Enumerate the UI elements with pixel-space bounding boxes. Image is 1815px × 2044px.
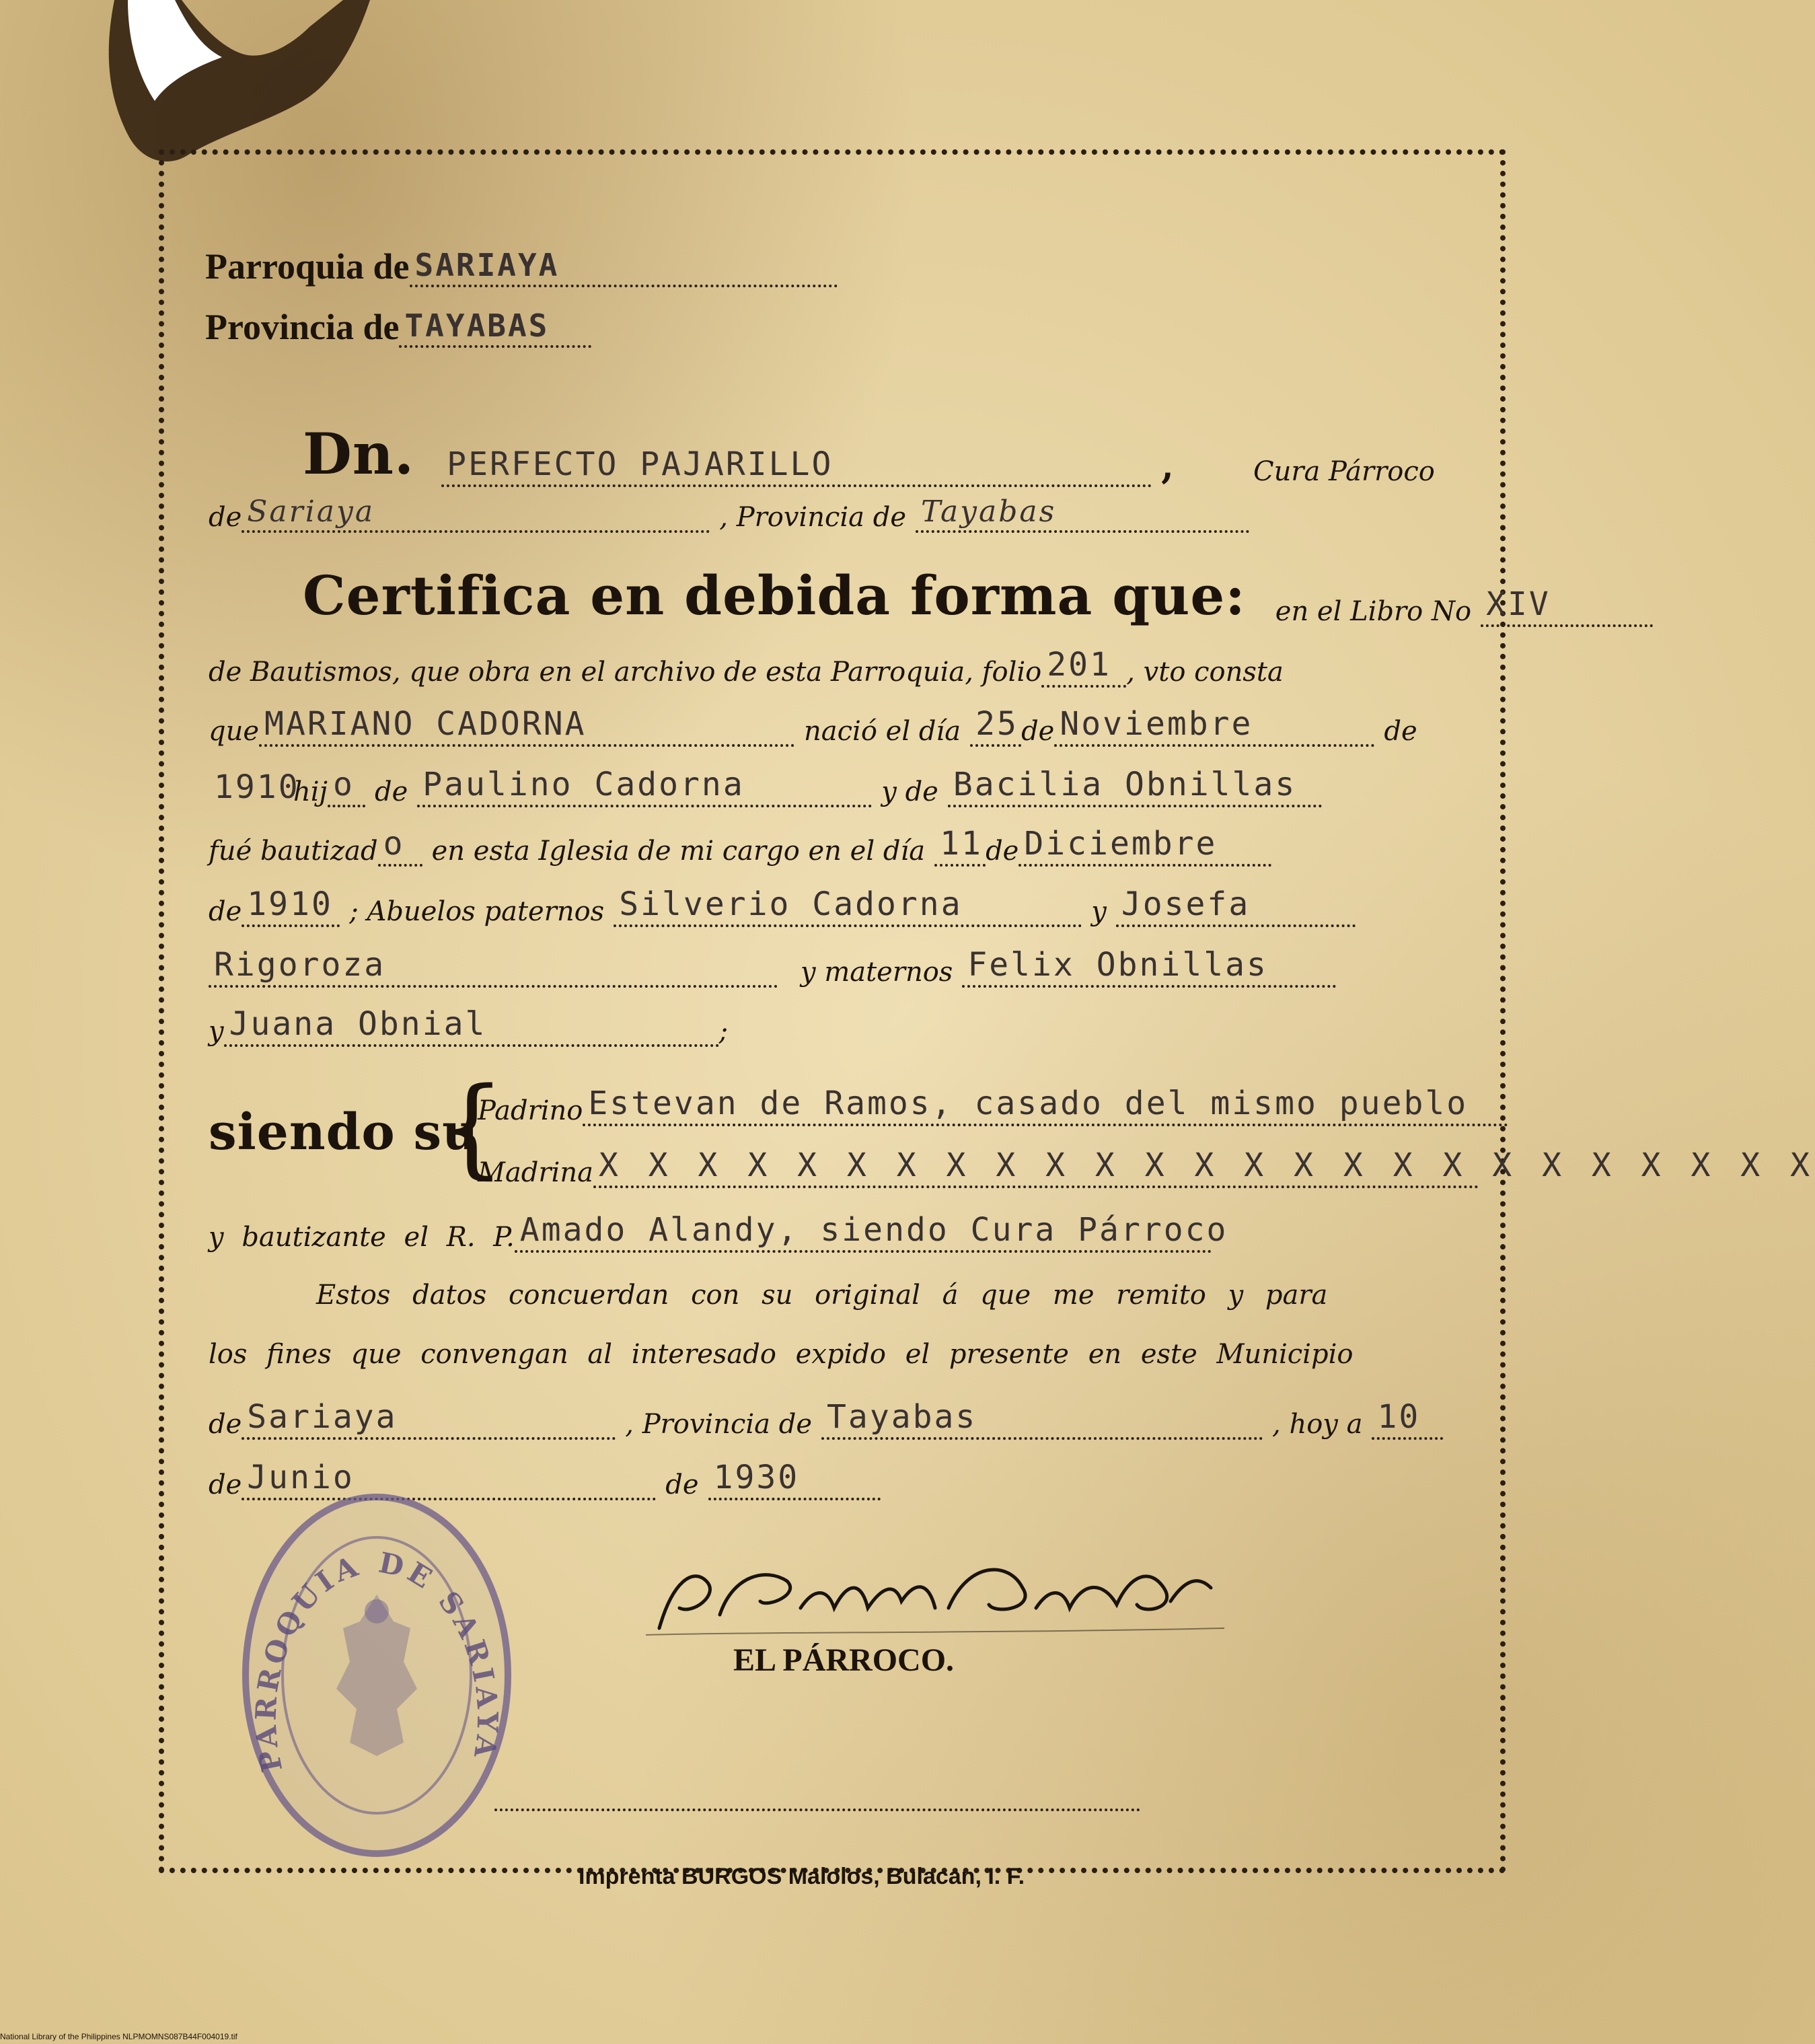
madrina-line bbox=[478, 1146, 1815, 1188]
parroquia-label: Parroquia de bbox=[205, 246, 410, 287]
maternal-line bbox=[209, 946, 1336, 988]
parish-seal bbox=[235, 1487, 518, 1864]
birth-de-label: de bbox=[1021, 716, 1055, 747]
padrino-label: Padrino bbox=[478, 1095, 583, 1126]
priest-provincia-label: , Provincia de bbox=[719, 502, 907, 533]
baptism-year: 1910 bbox=[242, 885, 340, 927]
child-name: MARIANO CADORNA bbox=[259, 705, 794, 747]
priest-line bbox=[303, 421, 1444, 487]
closing-de-label3: de bbox=[665, 1469, 699, 1500]
child-line bbox=[209, 705, 1427, 747]
paternal-grandfather: Silverio Cadorna bbox=[614, 885, 1082, 927]
de-padre-label: de bbox=[374, 776, 408, 807]
parroquia-value: SARIAYA bbox=[410, 247, 838, 287]
baptism-de-label2: de bbox=[209, 896, 242, 927]
closing-day: 10 bbox=[1372, 1398, 1443, 1440]
archive-footer: National Library of the Philippines NLPMOMNS087B44F004019.tif bbox=[0, 2032, 237, 2041]
parroco-title: EL PÁRROCO. bbox=[733, 1642, 955, 1678]
provincia-label: Provincia de bbox=[205, 307, 400, 347]
closing-month: Junio bbox=[242, 1459, 656, 1500]
birth-month: Noviembre bbox=[1054, 705, 1374, 747]
folio: 201 bbox=[1041, 646, 1126, 688]
certifica-line bbox=[303, 564, 1653, 627]
siendo-su: siendo su bbox=[209, 1103, 479, 1161]
padrino-line bbox=[478, 1085, 1508, 1126]
birth-de-label2: de bbox=[1384, 716, 1417, 747]
closing-year: 1930 bbox=[708, 1459, 881, 1500]
maternal-grandmother-line bbox=[209, 1005, 728, 1047]
parroquia-line bbox=[205, 246, 838, 287]
bautismos-text: de Bautismos, que obra en el archivo de esta Parroquia, folio bbox=[209, 657, 1042, 688]
maternal-grandmother: Juana Obnial bbox=[224, 1005, 719, 1047]
bautizado-label: fué bautizad bbox=[209, 836, 378, 867]
paternal-y-label: y bbox=[1091, 896, 1107, 927]
seal-text: PARROQUIA DE SARIAYA bbox=[249, 1545, 505, 1776]
closing-line-2 bbox=[209, 1339, 1353, 1370]
closing-de-label: de bbox=[209, 1409, 242, 1440]
parents-line bbox=[209, 766, 1322, 807]
priest-title: Cura Párroco bbox=[1253, 456, 1435, 487]
certifica-heading: Certifica en debida forma que: bbox=[303, 564, 1246, 627]
priest-town-line bbox=[209, 495, 1249, 533]
libro-no: XIV bbox=[1481, 585, 1653, 627]
minister-label: y bautizante el R. P. bbox=[209, 1222, 515, 1253]
closing-provincia-label: , Provincia de bbox=[625, 1409, 813, 1440]
iglesia-text: en esta Iglesia de mi cargo en el día bbox=[431, 836, 926, 867]
provincia-line bbox=[205, 306, 591, 348]
burn-mark bbox=[87, 0, 370, 168]
libro-label: en el Libro No bbox=[1275, 596, 1472, 627]
maternal-y-label: y bbox=[209, 1016, 224, 1047]
closing-town: Sariaya bbox=[242, 1398, 616, 1440]
paternal-line bbox=[209, 885, 1356, 927]
closing-provincia: Tayabas bbox=[821, 1398, 1263, 1440]
semicolon: ; bbox=[718, 1016, 729, 1047]
bautizado-suffix: o bbox=[378, 825, 422, 867]
minister-name: Amado Alandy, siendo Cura Párroco bbox=[515, 1211, 1212, 1253]
mother-name: Bacilia Obnillas bbox=[948, 766, 1322, 807]
provincia-value: TAYABAS bbox=[399, 307, 591, 348]
priest-provincia: Tayabas bbox=[916, 495, 1249, 533]
closing-line-1 bbox=[316, 1280, 1327, 1311]
bottom-dotted-line bbox=[494, 1809, 1140, 1811]
baptism-line bbox=[209, 825, 1271, 867]
brace: { bbox=[437, 1064, 506, 1190]
minister-line bbox=[209, 1211, 1228, 1253]
priest-comma: , bbox=[1161, 444, 1174, 487]
madrina-name: X X X X X X X X X X X X X X X X X X X X X X X X X bbox=[593, 1146, 1479, 1188]
printer-imprint: Imprenta BURGOS Malolos, Bulacan, I. F. bbox=[579, 1864, 1025, 1889]
maternal-grandfather: Felix Obnillas bbox=[962, 946, 1336, 988]
abuelos-paternos-label: ; Abuelos paternos bbox=[349, 896, 605, 927]
hijo-suffix: o bbox=[328, 766, 365, 807]
y-de-label: y de bbox=[881, 776, 938, 807]
que-label: que bbox=[209, 716, 260, 747]
hoy-label: , hoy a bbox=[1272, 1409, 1363, 1440]
priest-town: Sariaya bbox=[242, 495, 710, 533]
priest-name: PERFECTO PAJARILLO bbox=[441, 445, 1152, 487]
baptism-de-label: de bbox=[986, 836, 1019, 867]
closing-text-2: los fines que convengan al interesado expido el presente en este Municipio bbox=[209, 1339, 1354, 1370]
padrino-name: Estevan de Ramos, casado del mismo pueblo bbox=[583, 1085, 1508, 1126]
father-name: Paulino Cadorna bbox=[417, 766, 872, 807]
closing-de-label2: de bbox=[209, 1469, 242, 1500]
madrina-label: Madrina bbox=[478, 1157, 593, 1188]
y-maternos-label: y maternos bbox=[801, 957, 953, 988]
signature bbox=[632, 1541, 1238, 1648]
bautismos-line bbox=[209, 646, 1284, 688]
nacio-label: nació el día bbox=[804, 716, 961, 747]
baptism-day: 11 bbox=[934, 825, 986, 867]
closing-place-line bbox=[209, 1398, 1443, 1440]
birth-day: 25 bbox=[970, 705, 1021, 747]
closing-text-1: Estos datos concuerdan con su original á que me remito y para bbox=[316, 1280, 1328, 1311]
hijo-label: hij bbox=[293, 776, 328, 807]
dn-prefix: Dn. bbox=[303, 421, 415, 487]
birth-year: 1910 bbox=[214, 768, 300, 806]
paternal-grandmother-first: Josefa bbox=[1116, 885, 1356, 927]
baptism-month: Diciembre bbox=[1018, 825, 1271, 867]
paternal-grandmother-last: Rigoroza bbox=[209, 946, 778, 988]
folio-suffix: , vto consta bbox=[1126, 657, 1284, 688]
priest-de-label: de bbox=[209, 502, 242, 533]
